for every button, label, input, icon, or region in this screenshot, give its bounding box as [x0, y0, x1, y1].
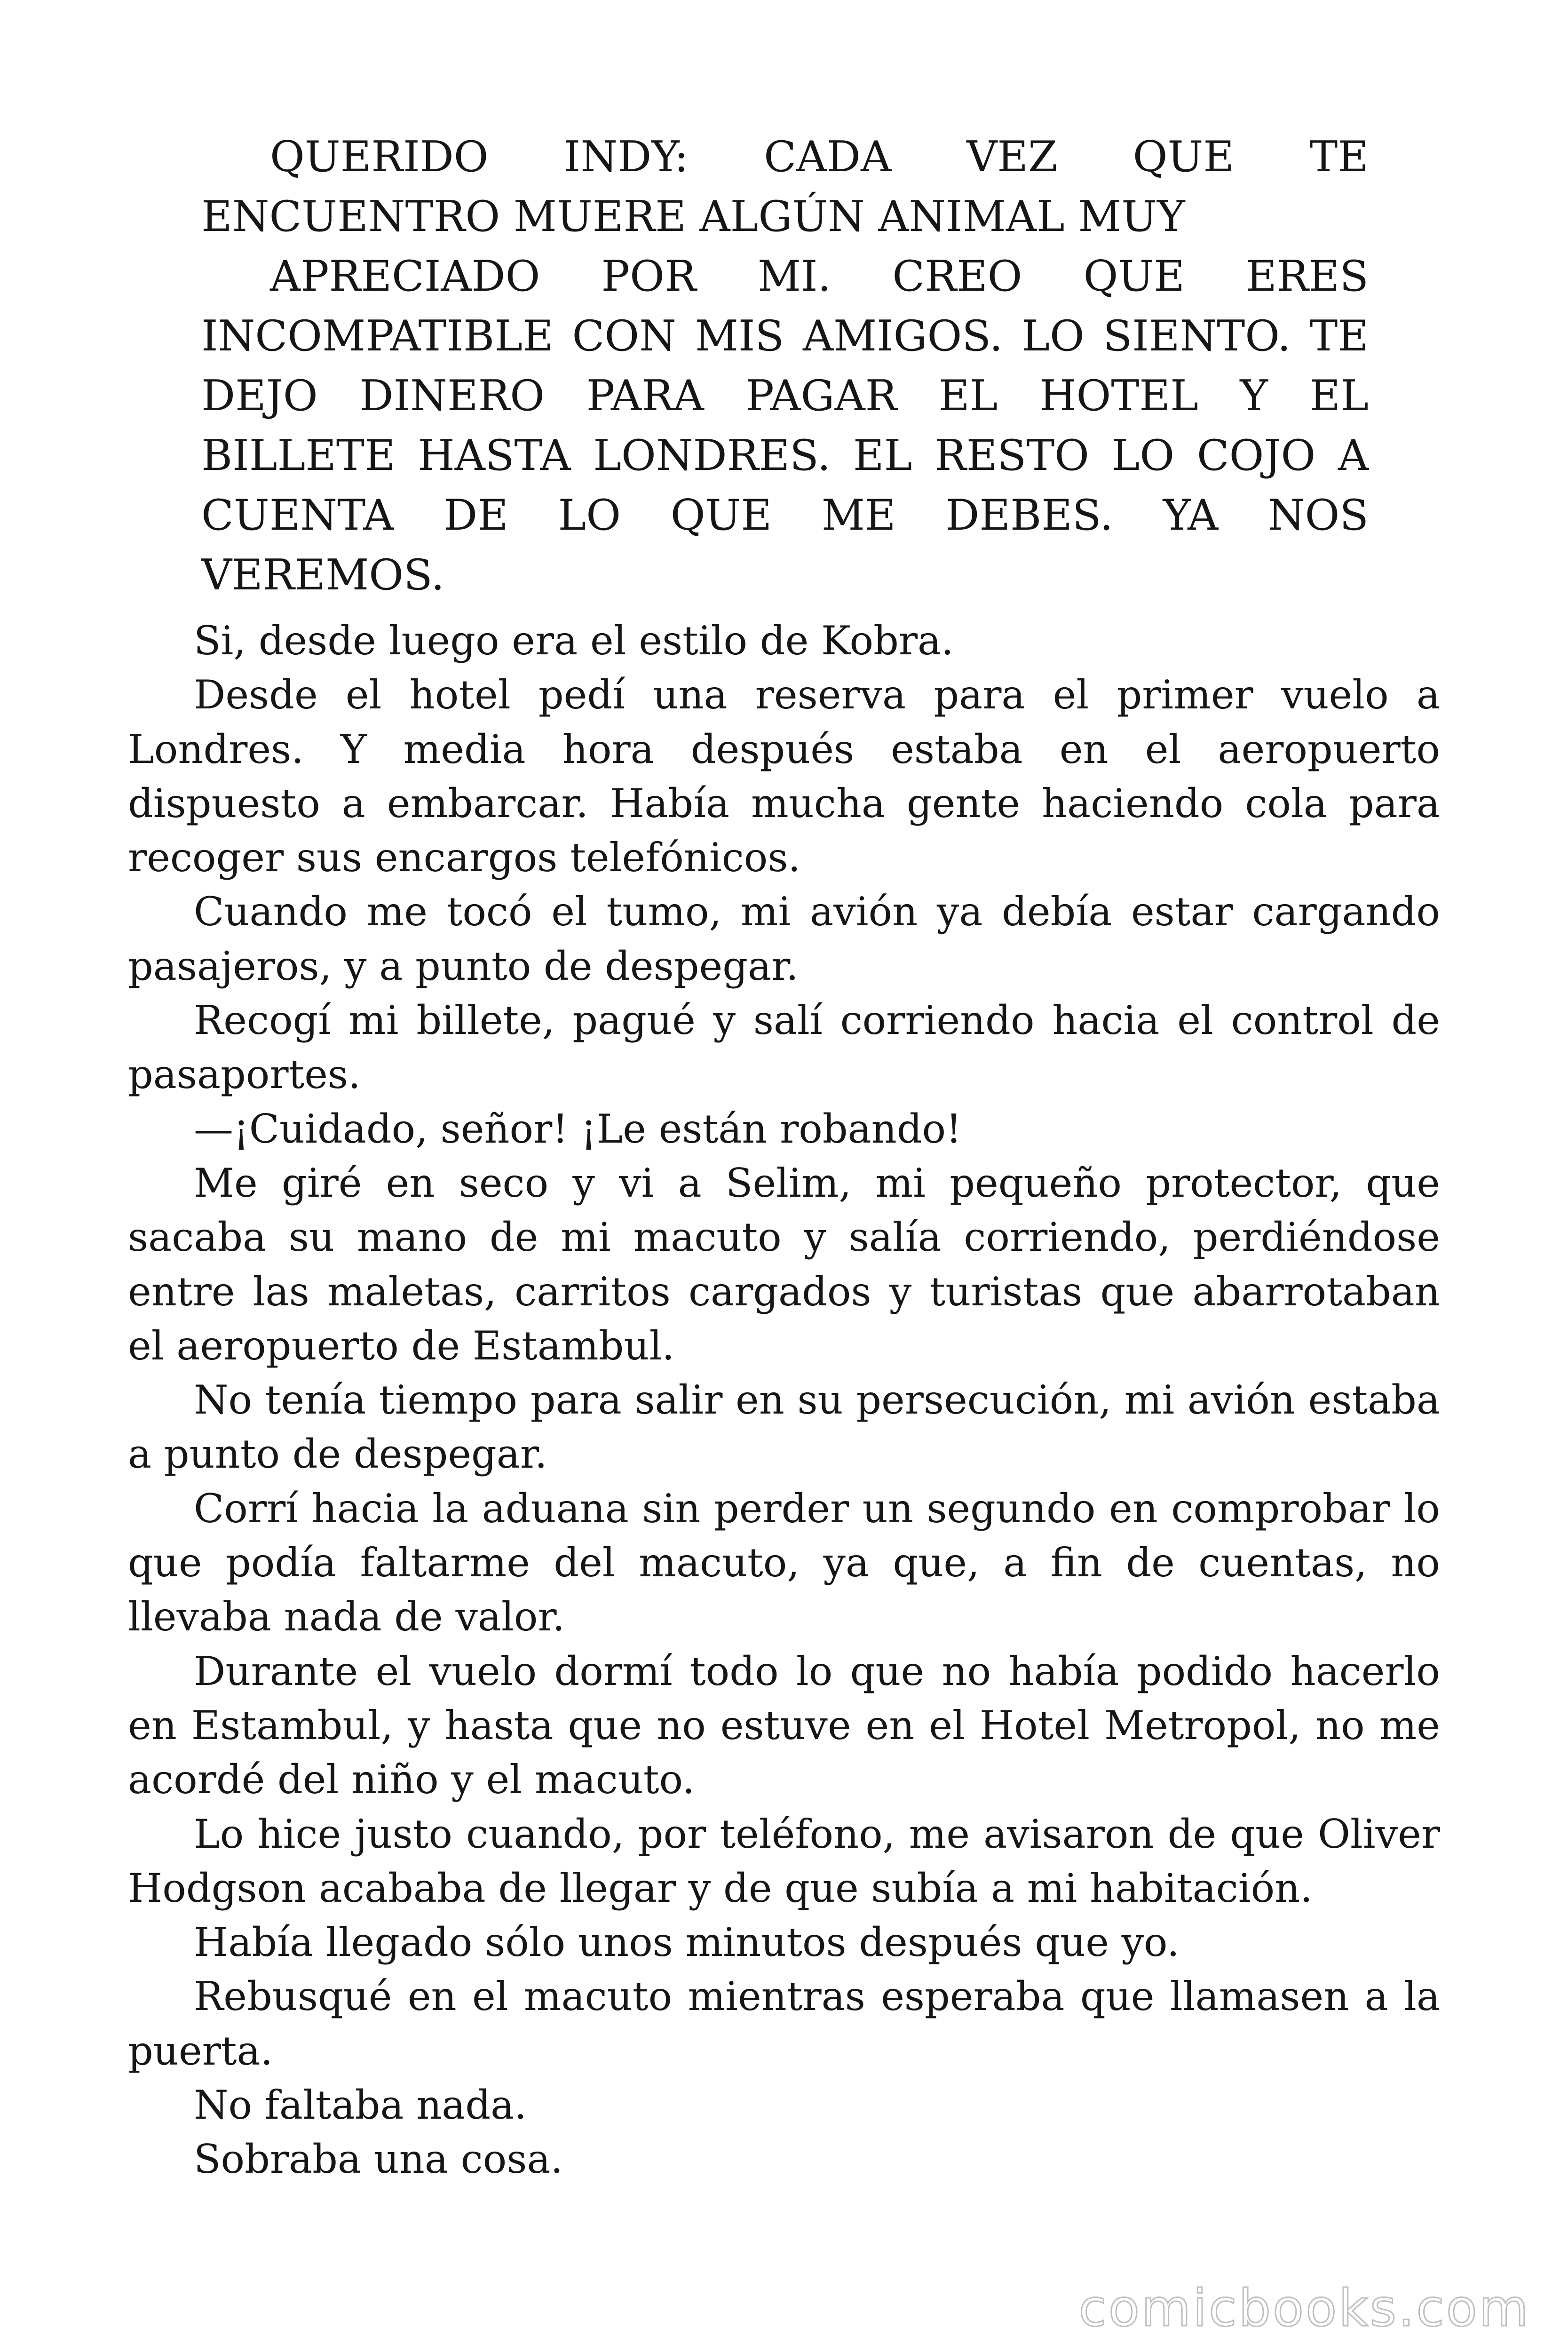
body-paragraph: Cuando me tocó el tumo, mi avión ya debía estar cargando pasajeros, y a punto de despegar.	[128, 889, 1440, 989]
body-paragraph: No tenía tiempo para salir en su persecución, mi avión estaba a punto de despegar.	[128, 1377, 1440, 1478]
note-paragraph: QUERIDO INDY: CADA VEZ QUE TE ENCUENTRO MUERE ALGÚN ANIMAL MUY	[201, 132, 1369, 241]
body-paragraph: Recogí mi billete, pagué y salí corriendo hacia el control de pasaportes.	[128, 997, 1440, 1098]
note-paragraph: APRECIADO POR MI. CREO QUE ERES INCOMPATIBLE CON MIS AMIGOS. LO SIENTO. TE DEJO DINERO PARA PAGAR EL HOTEL Y EL BILLETE HASTA LONDRES. EL RESTO LO COJO A CUENTA DE LO QUE ME DEBES. YA NOS VEREMOS.	[201, 252, 1369, 600]
body-paragraph: Sobraba una cosa.	[194, 2136, 563, 2183]
watermark-text: comicbooks.com	[1078, 2279, 1530, 2338]
note-block	[201, 127, 1369, 605]
body-text	[128, 614, 1440, 2187]
body-paragraph: Si, desde luego era el estilo de Kobra.	[194, 618, 954, 664]
body-paragraph: Corrí hacia la aduana sin perder un segundo en comprobar lo que podía faltarme del macuto, ya que, a fin de cuentas, no llevaba nada de valor.	[128, 1485, 1440, 1640]
body-paragraph: Desde el hotel pedí una reserva para el primer vuelo a Londres. Y media hora después estaba en el aeropuerto dispuesto a embarcar. Había mucha gente haciendo cola para recoger sus encargos telefónicos.	[128, 672, 1440, 881]
body-paragraph: Durante el vuelo dormí todo lo que no había podido hacerlo en Estambul, y hasta que no estuve en el Hotel Metropol, no me acordé del niño y el macuto.	[128, 1648, 1440, 1803]
body-paragraph: Rebusqué en el macuto mientras esperaba que llamasen a la puerta.	[128, 1973, 1440, 2074]
body-paragraph: —¡Cuidado, señor! ¡Le están robando!	[194, 1105, 962, 1152]
body-paragraph: Me giré en seco y vi a Selim, mi pequeño protector, que sacaba su mano de mi macuto y salía corriendo, perdiéndose entre las maletas, carritos cargados y turistas que abarrotaban el aeropuerto de Estambul.	[128, 1160, 1440, 1369]
body-paragraph: Había llegado sólo unos minutos después que yo.	[194, 1919, 1180, 1966]
body-paragraph: No faltaba nada.	[194, 2082, 527, 2129]
body-paragraph: Lo hice justo cuando, por teléfono, me avisaron de que Oliver Hodgson acababa de llegar y de que subía a mi habitación.	[128, 1811, 1440, 1911]
